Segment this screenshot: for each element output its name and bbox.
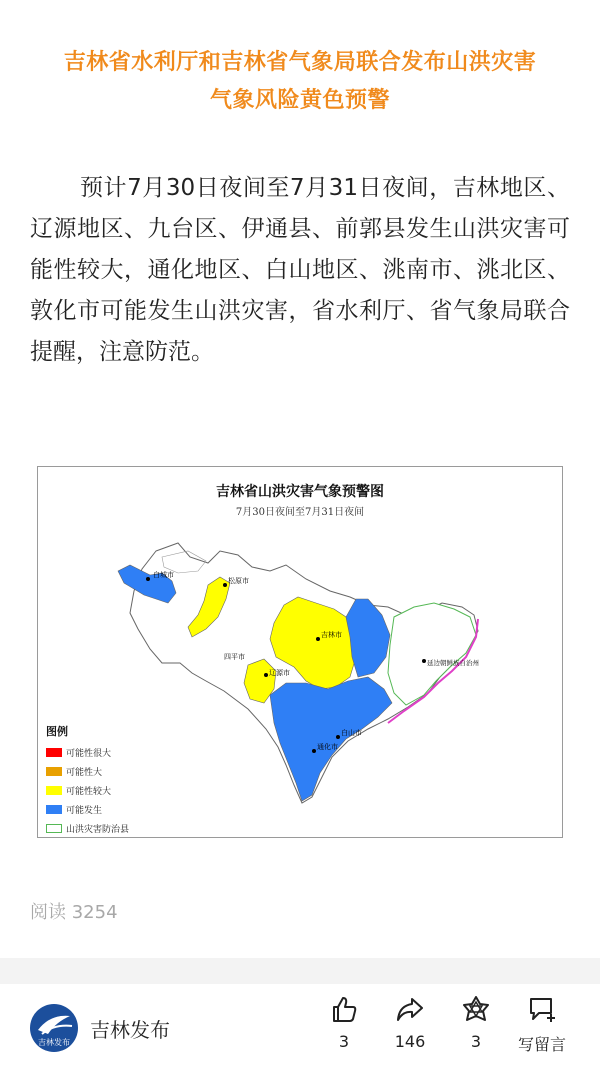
share-arrow-icon [395,994,425,1024]
article-title [0,44,600,120]
legend-label: 可能性很大 [66,749,112,759]
article-title-line2: 气象风险黄色预警 [209,88,390,113]
legend-swatch-blue [46,805,62,814]
legend-label: 可能性大 [66,768,103,778]
star-count: 3 [470,1032,482,1051]
share-button[interactable] [380,994,440,1051]
like-button[interactable] [314,994,374,1051]
section-divider [0,958,600,984]
bottom-bar [0,984,600,1071]
city-siping: 四平市 [224,653,245,661]
city-tonghua: 通化市 [317,743,338,751]
article-body: 预计7月30日夜间至7月31日夜间，吉林地区、辽源地区、九台区、伊通县、前郭县发生山洪灾害可能性较大，通化地区、白山地区、洮南市、洮北区、敦化市可能发生山洪灾害，省水利厅、省气象局联合提醒，注意防范。 [30,175,570,365]
legend-item [46,762,186,781]
legend-label: 可能性较大 [66,787,112,797]
logo-icon [30,1004,78,1052]
legend-title: 图例 [46,725,68,738]
city-liaoyuan: 辽源市 [269,669,290,677]
comment-label: 写留言 [517,1035,566,1054]
legend-swatch-outline [46,824,62,833]
map-subtitle: 7月30日夜间至7月31日夜间 [235,507,365,518]
like-count: 3 [338,1032,350,1051]
star-icon [461,994,491,1024]
city-songyuan: 松原市 [228,577,249,585]
account-name[interactable]: 吉林发布 [90,1018,170,1042]
comment-button[interactable] [512,994,572,1055]
legend-swatch-yellow [46,786,62,795]
legend-item [46,800,186,819]
legend-swatch-orange [46,767,62,776]
article-title-line1: 吉林省水利厅和吉林省气象局联合发布山洪灾害 [63,50,537,75]
city-baishan: 白山市 [341,729,362,737]
legend-label: 山洪灾害防治县 [66,825,130,835]
account-logo[interactable] [30,1004,78,1052]
map-title: 吉林省山洪灾害气象预警图 [216,484,384,500]
share-count: 146 [394,1032,426,1051]
city-jilin: 吉林市 [321,631,342,639]
warning-map[interactable] [37,466,563,838]
legend-item [46,743,186,762]
legend-label: 可能发生 [66,806,103,816]
comment-add-icon [527,994,557,1024]
map-legend [46,723,186,838]
city-yanbian: 延边朝鲜族自治州 [427,659,479,667]
star-button[interactable] [446,994,506,1051]
thumbs-up-icon [329,994,359,1024]
legend-item [46,781,186,800]
logo-text: 吉林发布 [38,1038,70,1047]
legend-item [46,819,186,838]
region-tonghua-baishan [270,677,392,801]
legend-swatch-red [46,748,62,757]
city-baicheng: 白城市 [153,571,174,579]
read-count: 阅读 3254 [30,902,118,923]
